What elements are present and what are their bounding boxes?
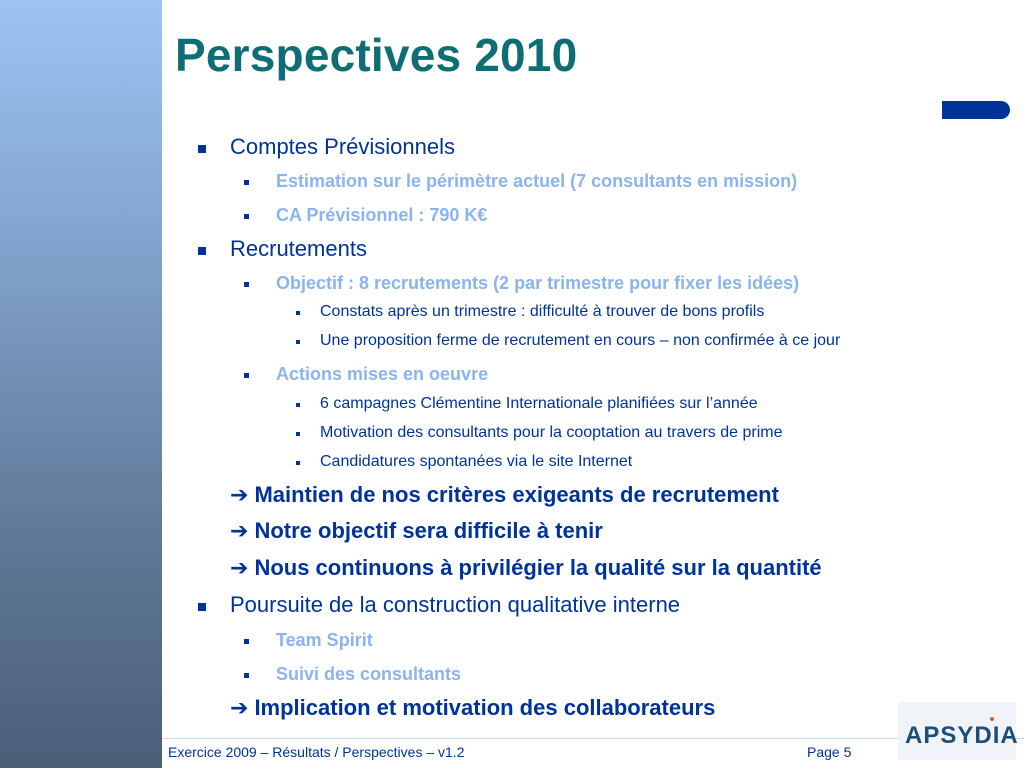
arrow-right-icon: ➔ — [230, 695, 249, 720]
list-subitem: Une proposition ferme de recrutement en cours – non confirmée à ce jour — [320, 332, 841, 349]
conclusion-text: Nous continuons à privilégier la qualité sur la quantité — [254, 555, 822, 580]
footer-doc-label: Exercice 2009 – Résultats / Perspectives – v1.2 — [168, 744, 465, 760]
list-subitem: Constats après un trimestre : difficulté à trouver de bons profils — [320, 303, 765, 320]
bullet-square — [296, 311, 300, 315]
footer-divider — [162, 738, 1024, 739]
list-subitem: Motivation des consultants pour la cooptation au travers de prime — [320, 424, 783, 441]
arrow-right-icon: ➔ — [230, 518, 249, 543]
conclusion-text: Notre objectif sera difficile à tenir — [254, 518, 603, 543]
list-item: CA Prévisionnel : 790 K€ — [276, 205, 488, 225]
list-item: Estimation sur le périmètre actuel (7 consultants en mission) — [276, 171, 798, 191]
bullet-square — [244, 673, 249, 678]
logo-text: APSYDIA — [905, 722, 1019, 749]
list-subitem: Candidatures spontanées via le site Internet — [320, 453, 633, 470]
list-item: Suivi des consultants — [276, 664, 462, 684]
section-heading: Recrutements — [230, 236, 367, 261]
page-number: Page 5 — [807, 744, 852, 760]
bullet-square — [296, 461, 300, 465]
bullet-square — [244, 373, 249, 378]
conclusion-line — [230, 518, 603, 544]
list-item: Objectif : 8 recrutements (2 par trimestre pour fixer les idées) — [276, 273, 800, 293]
bullet-square — [244, 214, 249, 219]
conclusion-line — [230, 695, 715, 721]
bullet-square — [198, 145, 206, 153]
list-subitem: 6 campagnes Clémentine Internationale planifiées sur l’année — [320, 395, 758, 412]
slide-title: Perspectives 2010 — [175, 29, 578, 81]
arrow-right-icon: ➔ — [230, 555, 249, 580]
bullet-square — [244, 180, 249, 185]
sidebar-gradient — [0, 0, 162, 768]
arrow-right-icon: ➔ — [230, 482, 249, 507]
bullet-square — [198, 603, 206, 611]
conclusion-line — [230, 555, 822, 581]
bullet-square — [296, 432, 300, 436]
bullet-square — [296, 403, 300, 407]
conclusion-text: Maintien de nos critères exigeants de recrutement — [254, 482, 779, 507]
bullet-square — [244, 282, 249, 287]
bullet-square — [198, 247, 206, 255]
bullet-square — [244, 639, 249, 644]
logo-accent-dot — [990, 717, 994, 721]
section-heading: Poursuite de la construction qualitative interne — [230, 592, 681, 617]
conclusion-text: Implication et motivation des collaborateurs — [254, 695, 716, 720]
conclusion-line — [230, 482, 779, 508]
bullet-square — [296, 340, 300, 344]
list-item: Team Spirit — [276, 630, 373, 650]
list-item: Actions mises en oeuvre — [276, 364, 489, 384]
section-heading: Comptes Prévisionnels — [230, 134, 455, 159]
